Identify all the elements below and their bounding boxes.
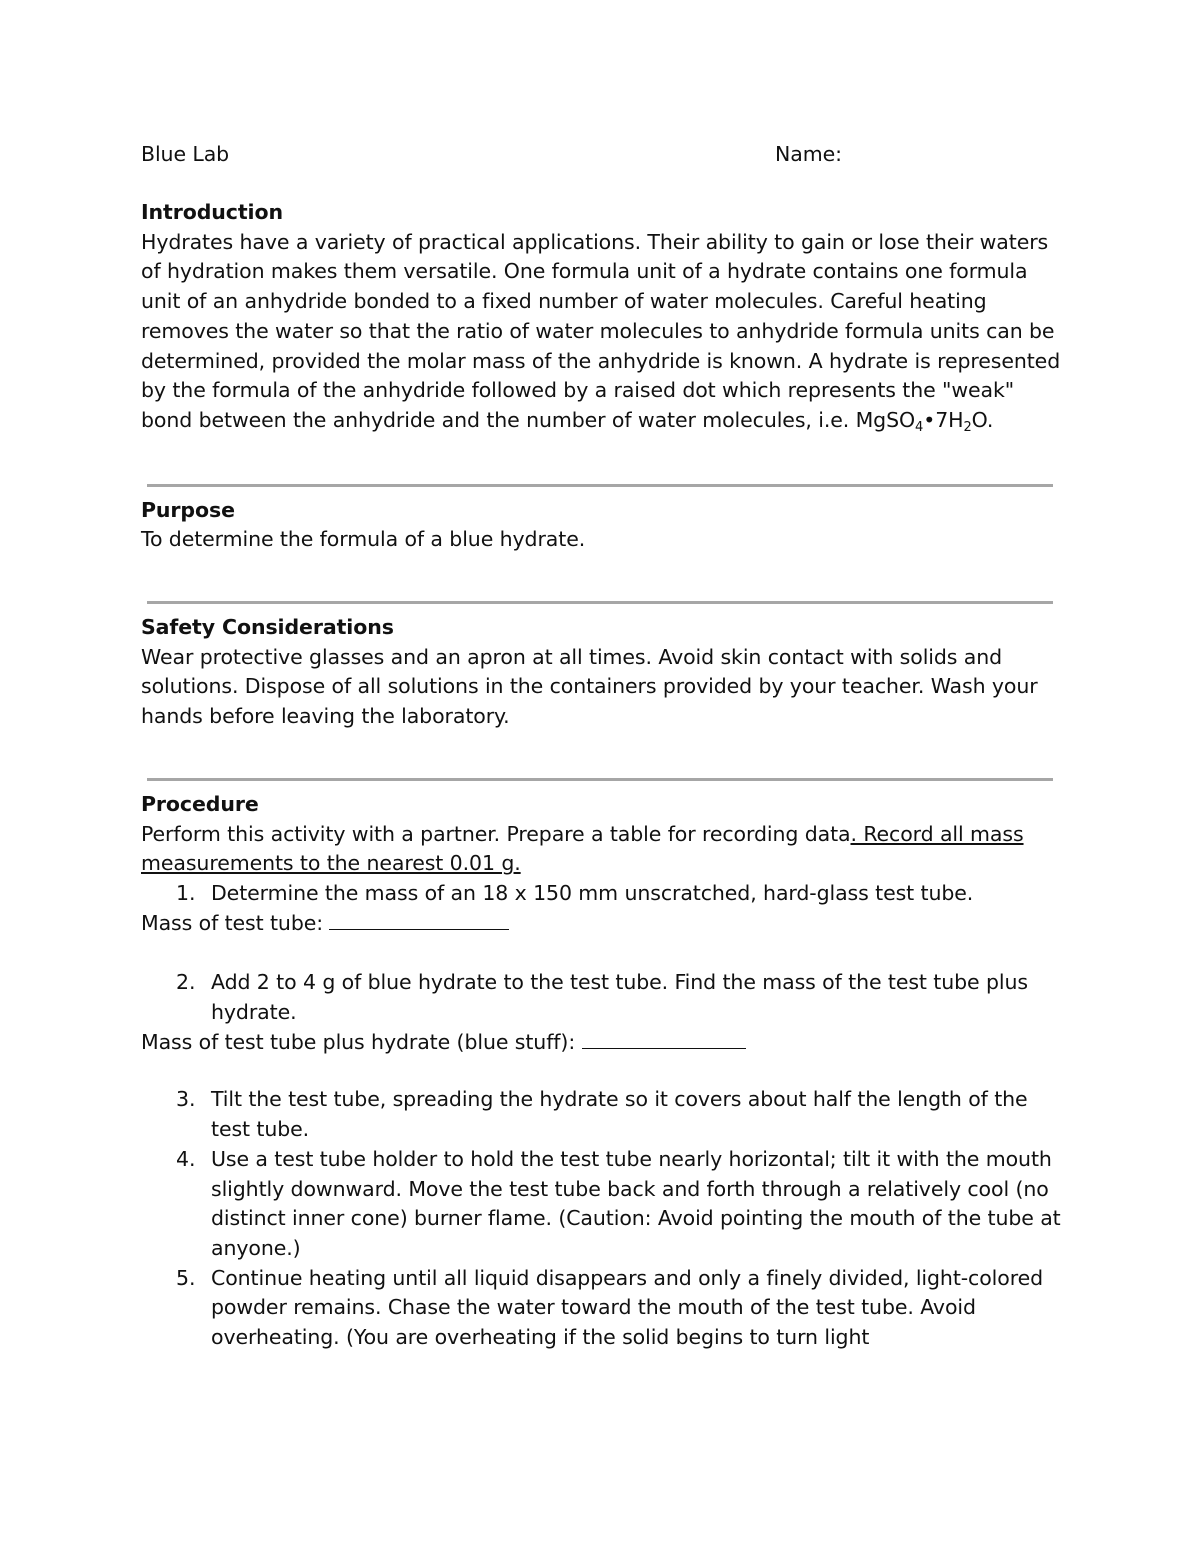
safety-section [141,613,1061,732]
procedure-step: 3. Tilt the test tube, spreading the hydrate so it covers about half the length of the test tube. [176,1087,1028,1142]
procedure-intro: Perform this activity with a partner. Prepare a table for recording data. Record all mass measurements to the nearest 0.01 g. [141,821,1024,876]
document-page [141,140,1061,1353]
procedure-steps [141,968,1061,1027]
safety-heading: Safety Considerations [141,615,394,640]
introduction-section [141,198,1061,436]
procedure-section [141,790,1061,1353]
purpose-heading: Purpose [141,497,235,522]
safety-body: Wear protective glasses and an apron at all times. Avoid skin contact with solids and solutions. Dispose of all solutions in the containers provided by your teacher. Wash your hands before leaving the laboratory. [141,644,1038,729]
lab-title: Blue Lab [141,142,230,166]
procedure-steps [141,879,1061,909]
procedure-intro-underlined: . Record all mass measurements to the nearest 0.01 g. [141,821,1024,876]
introduction-heading: Introduction [141,200,283,224]
procedure-heading: Procedure [141,791,259,816]
mass-hydrate-line: Mass of test tube plus hydrate (blue stuff): [141,1028,1061,1058]
purpose-body: To determine the formula of a blue hydrate. [141,527,586,552]
procedure-step: 5. Continue heating until all liquid disappears and only a finely divided, light-colored powder remains. Chase the water toward the mouth of the test tube. Avoid overheating. (You are overheating if the solid begins to turn light [176,1265,1044,1350]
header [141,140,1061,170]
procedure-steps [141,1085,1061,1352]
procedure-step: 2. Add 2 to 4 g of blue hydrate to the test tube. Find the mass of the test tube plus hydrate. [176,970,1028,1025]
name-label: Name: [775,142,842,166]
introduction-body: Hydrates have a variety of practical applications. Their ability to gain or lose their waters of hydration makes them versatile. One formula unit of a hydrate contains one formula unit of an anhydride bonded to a fixed number of water molecules. Careful heating removes the water so that the ratio of water molecules to anhydride formula units can be determined, provided the molar mass of the anhydride is known. A hydrate is represented by the formula of the anhydride followed by a raised dot which represents the "weak" bond between the anhydride and the number of water molecules, i.e. $MgSO_4•7H_2O$. [141,229,1061,435]
mass-test-tube-line: Mass of test tube: [141,909,1061,939]
procedure-step: 1. Determine the mass of an 18 x 150 mm unscratched, hard-glass test tube. [176,880,974,905]
purpose-section [141,496,1061,555]
mass-test-tube-blank[interactable] [329,928,509,930]
mass-hydrate-blank[interactable] [582,1047,746,1049]
procedure-step: 4. Use a test tube holder to hold the test tube nearly horizontal; tilt it with the mouth slightly downward. Move the test tube back and forth through a relatively cool (no distinct inner cone) burner flame. (Caution: Avoid pointing the mouth of the tube at anyone.) [176,1146,1061,1260]
